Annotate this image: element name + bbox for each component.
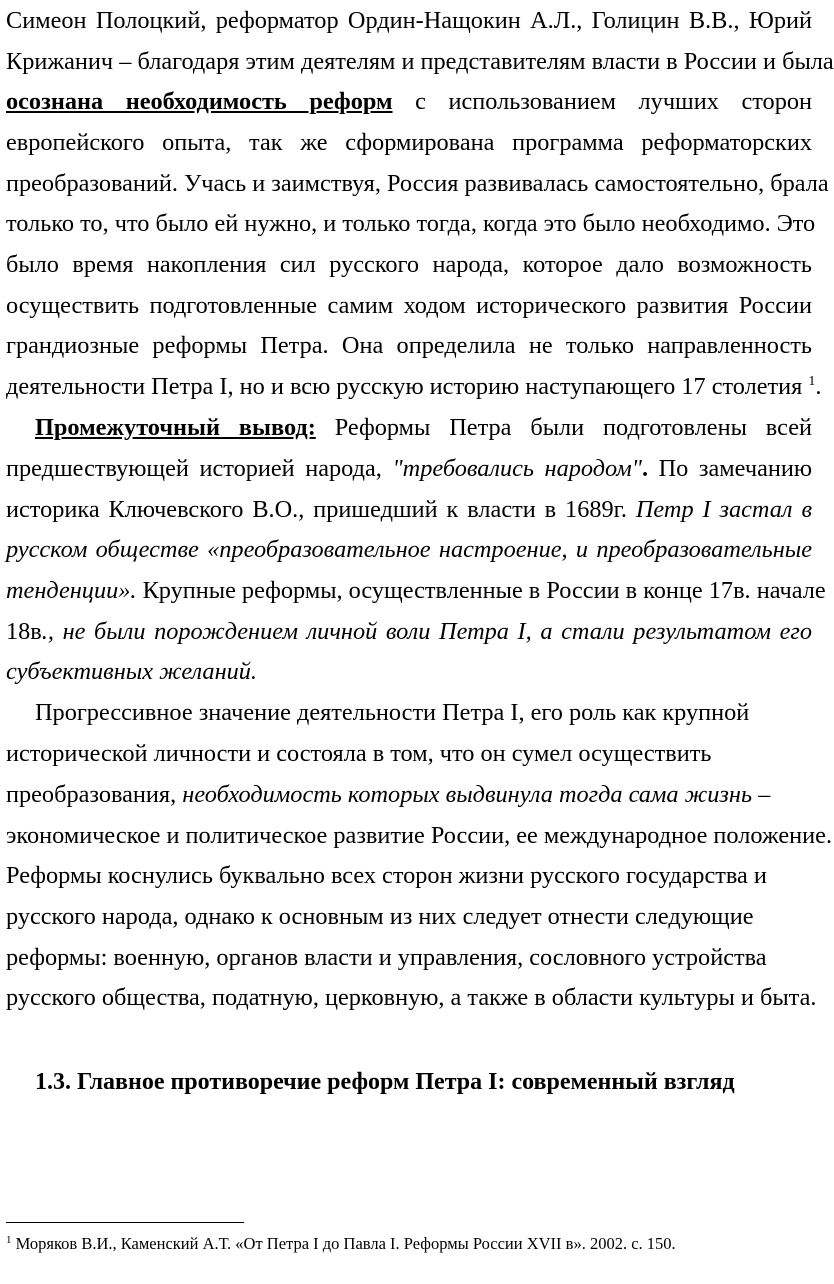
- p2-quote-group: [392, 455, 648, 482]
- p2-line-1: [35, 407, 812, 449]
- footnote-separator: [6, 1222, 244, 1223]
- p1-line-10: [6, 366, 822, 408]
- footnote-text: Моряков В.И., Каменский А.Т. «От Петра I до Павла I. Реформы России XVII в». 2002. с. 150.: [15, 1234, 676, 1253]
- interim-conclusion-label: Промежуточный вывод:: [35, 414, 316, 441]
- p2-line-7: субъективных желаний.: [6, 658, 257, 685]
- p2-line-5-rest: Крупные реформы, осуществленные в России в конце 17в. начале: [142, 577, 826, 604]
- p1-line-5: преобразований. Учась и заимствуя, Россия развивалась самостоятельно, брала: [6, 170, 829, 197]
- p3-line-8: русского общества, податную, церковную, а также в области культуры и быта.: [6, 984, 817, 1011]
- p2-line-2-a: предшествующей историей народа,: [6, 455, 382, 482]
- p3-dash: –: [758, 781, 771, 808]
- p3-line-4: экономическое и политическое развитие России, ее международное положение.: [6, 822, 833, 849]
- p2-line-6-italic: ., не были порождением личной воли Петра I, а стали результатом его: [41, 618, 812, 645]
- p2-line-6-a: 18в: [6, 618, 42, 645]
- p1-line-8: осуществить подготовленные самим ходом исторического развития России: [6, 292, 812, 319]
- p2-line-2-b: По замечанию: [658, 455, 813, 482]
- p3-line-2: исторической личности и состояла в том, что он сумел осуществить: [6, 740, 712, 767]
- p2-line-4: русском обществе «преобразовательное настроение, и преобразовательные: [6, 536, 812, 563]
- p2-line-3-italic: Петр I застал в: [635, 496, 812, 523]
- p1-line-3-rest: с использованием лучших сторон: [415, 88, 812, 115]
- footnote-ref[interactable]: 1: [808, 374, 816, 389]
- p1-line-4: европейского опыта, так же сформирована программа реформаторских: [6, 129, 812, 156]
- p3-line-3: [6, 774, 812, 816]
- p2-line-2: [6, 448, 812, 490]
- p1-line-2: Крижанич – благодаря этим деятелям и представителям власти в России и была: [6, 48, 834, 75]
- p1-line-3: [6, 81, 812, 123]
- p2-quote: "требовались народом": [392, 455, 642, 482]
- p2-quote-period: .: [641, 455, 649, 482]
- p3-line-6: русского народа, однако к основным из них следует отнести следующие: [6, 903, 754, 930]
- p1-line-7: было время накопления сил русского народа, которое дало возможность: [6, 251, 812, 278]
- footnote-marker: 1: [6, 1234, 12, 1246]
- p2-line-3-a: историка Ключевского В.О., пришедший к власти в 1689г.: [6, 496, 627, 523]
- p2-line-6: [6, 611, 812, 653]
- p1-end-period: .: [815, 373, 822, 400]
- p3-line-3-italic: необходимость которых выдвинула тогда сама жизнь: [182, 781, 752, 808]
- p3-line-3-a: преобразования,: [6, 781, 177, 808]
- p2-line-5: [6, 570, 826, 612]
- p2-line-3: [6, 489, 812, 531]
- p1-line-9: грандиозные реформы Петра. Она определила не только направленность: [6, 332, 812, 359]
- p3-line-1: Прогрессивное значение деятельности Петра I, его роль как крупной: [35, 699, 750, 726]
- footnote: [6, 1232, 676, 1256]
- p3-line-7: реформы: военную, органов власти и управления, сословного устройства: [6, 944, 767, 971]
- p1-emphasis: осознана необходимость реформ: [6, 88, 393, 115]
- p3-line-5: Реформы коснулись буквально всех сторон жизни русского государства и: [6, 862, 767, 889]
- p2-line-5-italic: тенденции».: [6, 577, 137, 604]
- p1-line-1: Симеон Полоцкий, реформатор Ордин-Нащокин А.Л., Голицин В.В., Юрий: [6, 7, 812, 34]
- p1-line-10-text: деятельности Петра I, но и всю русскую историю наступающего 17 столетия: [6, 373, 803, 400]
- p2-line-1-rest: Реформы Петра были подготовлены всей: [334, 414, 812, 441]
- p1-line-6: только то, что было ей нужно, и только тогда, когда это было необходимо. Это: [6, 210, 816, 237]
- section-heading: 1.3. Главное противоречие реформ Петра I: современный взгляд: [35, 1069, 735, 1095]
